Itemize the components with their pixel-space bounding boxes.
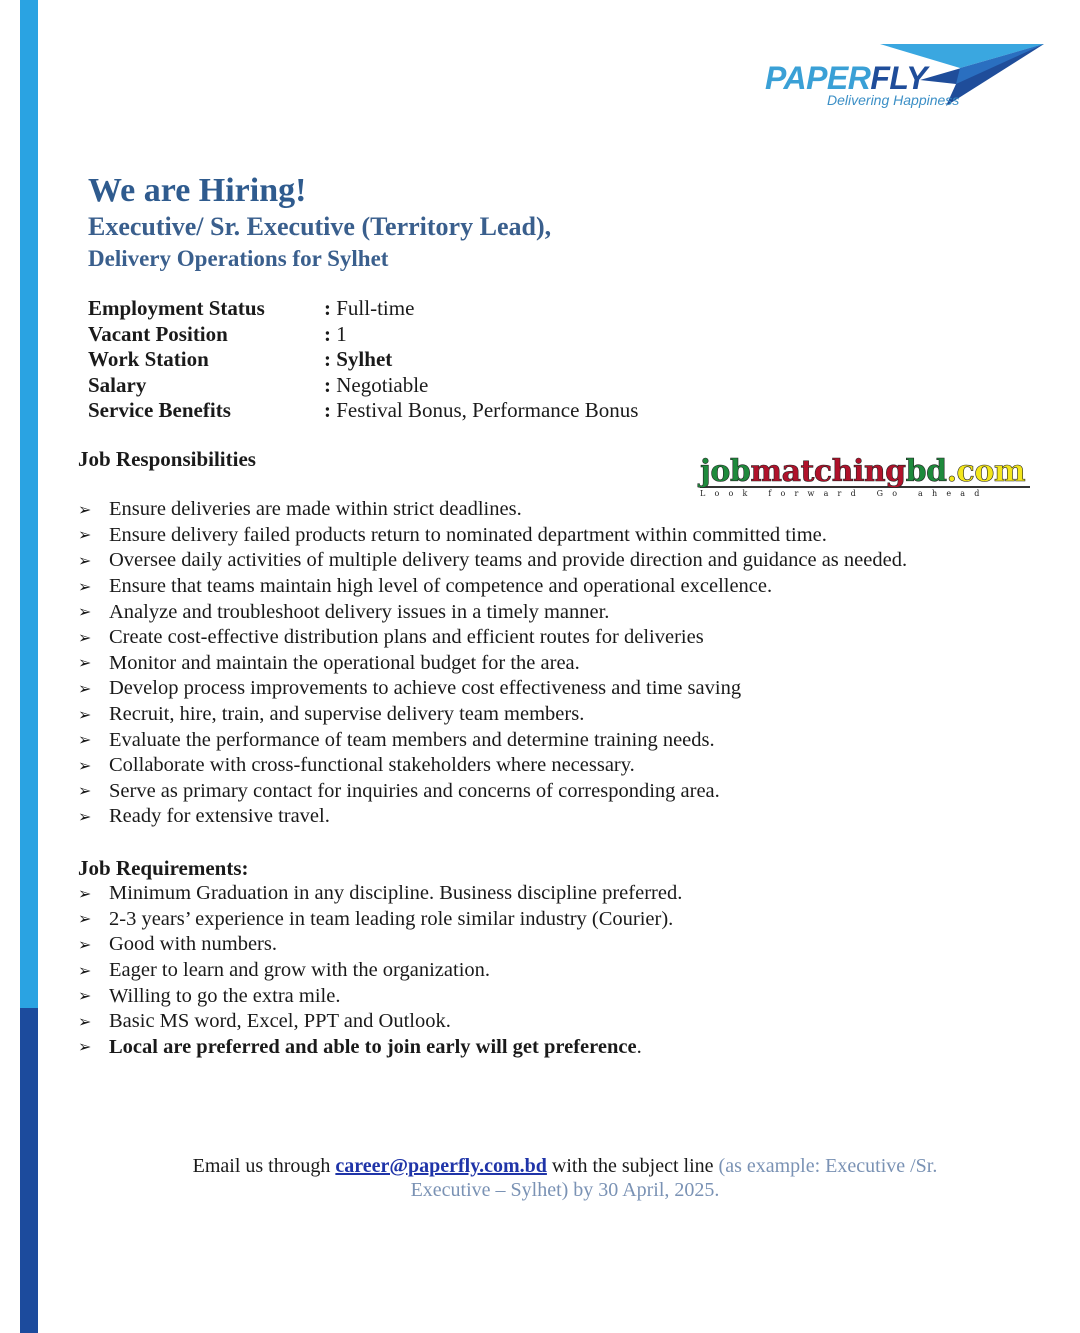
arrow-bullet-icon: ➢	[78, 527, 92, 545]
list-item: ➢ Oversee daily activities of multiple delivery teams and provide direction and guidance as needed.	[78, 549, 908, 572]
arrow-bullet-icon: ➢	[78, 757, 92, 775]
list-item: ➢ Collaborate with cross-functional stakeholders where necessary.	[78, 754, 635, 777]
info-row-work-station	[88, 347, 638, 373]
info-value: : 1	[324, 321, 347, 346]
arrow-bullet-icon: ➢	[78, 911, 92, 929]
arrow-bullet-icon: ➢	[78, 808, 92, 826]
list-item: ➢ Evaluate the performance of team members and determine training needs.	[78, 728, 715, 751]
list-item: ➢ Ensure deliveries are made within strict deadlines.	[78, 498, 522, 521]
arrow-bullet-icon: ➢	[78, 629, 92, 647]
info-value: : Negotiable	[324, 372, 429, 397]
info-row-employment-status	[88, 296, 638, 322]
logo-paper-text: PAPER	[765, 60, 871, 96]
list-item: ➢ Create cost-effective distribution plans and efficient routes for deliveries	[78, 626, 704, 649]
list-item: ➢ Willing to go the extra mile.	[78, 984, 341, 1007]
list-item: ➢ Ready for extensive travel.	[78, 805, 330, 828]
list-item: ➢ Good with numbers.	[78, 933, 277, 956]
paperfly-logo	[760, 40, 1050, 115]
requirements-list	[78, 881, 682, 1060]
info-label: Employment Status	[88, 296, 265, 321]
responsibilities-list	[78, 497, 907, 830]
subject-example-deadline: Executive – Sylhet) by 30 April, 2025.	[410, 1179, 720, 1201]
arrow-bullet-icon: ➢	[78, 552, 92, 570]
list-item: ➢ Ensure delivery failed products return to nominated department within committed time.	[78, 523, 827, 546]
arrow-bullet-icon: ➢	[78, 988, 92, 1006]
info-value: : Full-time	[324, 296, 415, 321]
logo-tagline: Delivering Happiness	[827, 92, 960, 108]
arrow-bullet-icon: ➢	[78, 1013, 92, 1031]
arrow-bullet-icon: ➢	[78, 501, 92, 519]
list-item: ➢ Recruit, hire, train, and supervise delivery team members.	[78, 703, 585, 726]
list-item: ➢ Analyze and troubleshoot delivery issues in a timely manner.	[78, 600, 610, 623]
requirements-heading: Job Requirements:	[78, 856, 249, 880]
list-item: ➢ Develop process improvements to achieve cost effectiveness and time saving	[78, 677, 742, 700]
job-info-table	[88, 296, 638, 424]
list-item: ➢ Monitor and maintain the operational budget for the area.	[78, 651, 580, 674]
list-item: ➢ Basic MS word, Excel, PPT and Outlook.	[78, 1010, 451, 1033]
arrow-bullet-icon: ➢	[78, 680, 92, 698]
arrow-bullet-icon: ➢	[78, 604, 92, 622]
application-instructions: Email us through career@paperfly.com.bd with the subject line (as example: Executive /Sr. Executive – Sylhet) by 30 April, 2025.	[192, 1155, 938, 1201]
position-title: Executive/ Sr. Executive (Territory Lead),	[88, 212, 552, 241]
info-label: Work Station	[88, 347, 209, 372]
watermark-tagline: Look forward Go ahead	[700, 489, 989, 498]
logo-fly-text: FLY	[870, 60, 927, 96]
left-accent-stripe-dark	[20, 1008, 38, 1333]
list-item: ➢ Local are preferred and able to join early will get preference .	[78, 1035, 642, 1058]
list-item: ➢ Serve as primary contact for inquiries and concerns of corresponding area.	[78, 779, 720, 802]
arrow-bullet-icon: ➢	[78, 1039, 92, 1057]
info-label: Salary	[88, 372, 147, 397]
info-value: : Sylhet	[324, 347, 393, 372]
info-row-service-benefits	[88, 398, 638, 424]
list-item: ➢ Eager to learn and grow with the organization.	[78, 959, 491, 982]
info-label: Service Benefits	[88, 398, 231, 423]
info-value: : Festival Bonus, Performance Bonus	[324, 398, 639, 423]
arrow-bullet-icon: ➢	[78, 962, 92, 980]
department-title: Delivery Operations for Sylhet	[88, 246, 389, 271]
jobmatchingbd-watermark	[700, 456, 1030, 498]
arrow-bullet-icon: ➢	[78, 732, 92, 750]
left-accent-stripe-light	[20, 0, 38, 1008]
email-link[interactable]: career@paperfly.com.bd	[335, 1155, 547, 1177]
responsibilities-heading: Job Responsibilities	[78, 447, 256, 471]
info-row-vacant-position	[88, 322, 638, 348]
arrow-bullet-icon: ➢	[78, 578, 92, 596]
info-row-salary	[88, 373, 638, 399]
info-label: Vacant Position	[88, 321, 228, 346]
list-item: ➢ Ensure that teams maintain high level of competence and operational excellence.	[78, 575, 773, 598]
subject-example: (as example: Executive /Sr.	[718, 1155, 938, 1177]
page-title: We are Hiring!	[88, 172, 307, 209]
list-item: ➢ Minimum Graduation in any discipline. Business discipline preferred.	[78, 882, 683, 905]
arrow-bullet-icon: ➢	[78, 783, 92, 801]
arrow-bullet-icon: ➢	[78, 885, 92, 903]
list-item: ➢ 2-3 years’ experience in team leading role similar industry (Courier).	[78, 907, 674, 930]
arrow-bullet-icon: ➢	[78, 706, 92, 724]
watermark-logo-text: jobmatchingbd.com	[700, 454, 1026, 489]
arrow-bullet-icon: ➢	[78, 655, 92, 673]
arrow-bullet-icon: ➢	[78, 936, 92, 954]
